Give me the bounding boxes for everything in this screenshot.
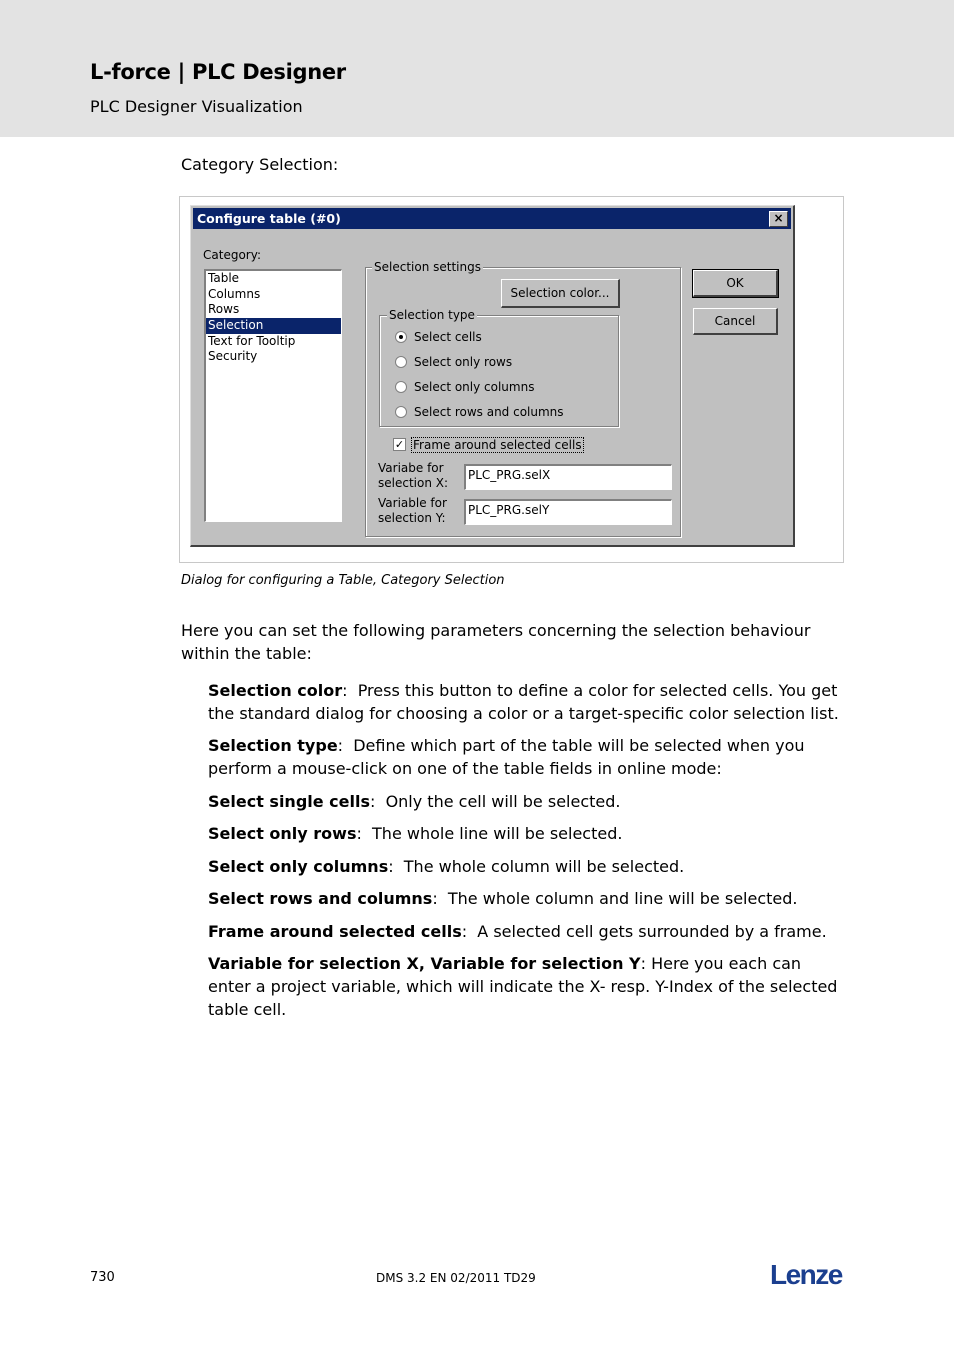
item-selection-color: [208, 679, 848, 725]
category-listbox[interactable]: [204, 269, 342, 522]
item-selection-type: [208, 734, 848, 780]
radio-select-rows-and-columns[interactable]: [395, 406, 407, 418]
category-label: Category:: [203, 248, 261, 262]
item-term: Select only rows: [208, 824, 357, 843]
ok-button[interactable]: OK: [693, 270, 778, 297]
item-term: Selection type: [208, 736, 338, 755]
configure-table-dialog: [190, 205, 795, 547]
radio-select-cells[interactable]: [395, 331, 407, 343]
category-item-rows[interactable]: Rows: [208, 302, 240, 317]
item-sep: :: [432, 889, 448, 908]
radio-select-only-rows-label: Select only rows: [414, 355, 513, 369]
lenze-logo-text: Lenze: [770, 1259, 842, 1290]
var-x-label-line1: Variabe for: [378, 461, 444, 475]
radio-select-only-rows[interactable]: [395, 356, 407, 368]
item-term: Select only columns: [208, 857, 389, 876]
var-x-input[interactable]: PLC_PRG.selX: [464, 464, 672, 490]
item-text: The whole column and line will be selected.: [447, 889, 798, 908]
close-icon[interactable]: ×: [769, 211, 788, 227]
var-x-label-line2: selection X:: [378, 476, 449, 490]
intro-label: Category Selection:: [181, 155, 339, 174]
item-term: Variable for selection X, Variable for selection Y: [208, 954, 641, 973]
radio-select-rows-and-columns-label: Select rows and columns: [414, 405, 564, 419]
item-sep: :: [337, 736, 354, 755]
page-header: [0, 0, 954, 137]
category-item-columns[interactable]: Columns: [208, 286, 261, 301]
item-variable-for-selection: [208, 952, 848, 1021]
item-sep: :: [356, 824, 373, 843]
item-frame-around-selected-cells: [208, 920, 848, 943]
document-title: L-force | PLC Designer: [90, 60, 346, 84]
radio-select-only-columns-label: Select only columns: [414, 380, 535, 394]
selection-color-button[interactable]: Selection color...: [501, 279, 620, 308]
frame-checkbox-label: Frame around selected cells: [413, 438, 582, 452]
item-sep: :: [370, 792, 386, 811]
item-text: Press this button to define a color for selected cells. You get the standard dialog for choosing a color or a target-specific color selection list.: [208, 681, 839, 723]
item-term: Select rows and columns: [208, 889, 433, 908]
item-sep: :: [388, 857, 404, 876]
var-y-label-line2: selection Y:: [378, 511, 446, 525]
selection-type-title: Selection type: [389, 308, 475, 322]
item-select-rows-and-columns: [208, 887, 848, 910]
item-sep: :: [461, 922, 478, 941]
var-y-label-line1: Variable for: [378, 496, 447, 510]
selection-settings-label: Selection settings: [374, 260, 481, 274]
cancel-button[interactable]: Cancel: [693, 308, 778, 335]
radio-select-cells-label: Select cells: [414, 330, 482, 344]
item-text: Define which part of the table will be selected when you perform a mouse-click on one of the table fields in online mode:: [208, 736, 805, 778]
page-number: 730: [90, 1270, 115, 1285]
category-item-text-for-tooltip[interactable]: Text for Tooltip: [208, 333, 296, 348]
item-text: Here you each can enter a project variable, which will indicate the X- resp. Y-Index of the selected table cell.: [208, 954, 838, 1019]
item-text: The whole line will be selected.: [372, 824, 623, 843]
item-text: The whole column will be selected.: [403, 857, 685, 876]
frame-checkbox[interactable]: ✓: [394, 438, 405, 451]
document-reference: DMS 3.2 EN 02/2011 TD29: [376, 1271, 536, 1285]
intro-paragraph: Here you can set the following parameters concerning the selection behaviour within the table:: [181, 621, 811, 663]
item-term: Frame around selected cells: [208, 922, 462, 941]
item-term: Selection color: [208, 681, 343, 700]
radio-select-only-columns[interactable]: [395, 381, 407, 393]
item-text: A selected cell gets surrounded by a frame.: [477, 922, 827, 941]
item-text: Only the cell will be selected.: [385, 792, 621, 811]
dialog-title: Configure table (#0): [197, 211, 341, 226]
category-item-selection[interactable]: Selection: [206, 318, 341, 334]
item-term: Select single cells: [208, 792, 370, 811]
selection-type-label: [387, 308, 477, 322]
figure-caption: Dialog for configuring a Table, Category Selection: [181, 573, 505, 588]
dialog-titlebar: [193, 208, 791, 229]
category-item-table[interactable]: Table: [208, 271, 240, 285]
var-x-label: [378, 461, 448, 491]
item-select-single-cells: [208, 790, 848, 813]
category-item-security[interactable]: Security: [208, 349, 258, 364]
item-select-only-rows: [208, 822, 848, 845]
var-y-input[interactable]: PLC_PRG.selY: [464, 499, 672, 525]
item-sep: :: [342, 681, 358, 700]
item-sep: :: [640, 954, 652, 973]
item-select-only-columns: [208, 855, 848, 878]
var-y-label: [378, 496, 447, 526]
document-subtitle: PLC Designer Visualization: [90, 97, 303, 116]
lenze-logo: [770, 1258, 850, 1290]
